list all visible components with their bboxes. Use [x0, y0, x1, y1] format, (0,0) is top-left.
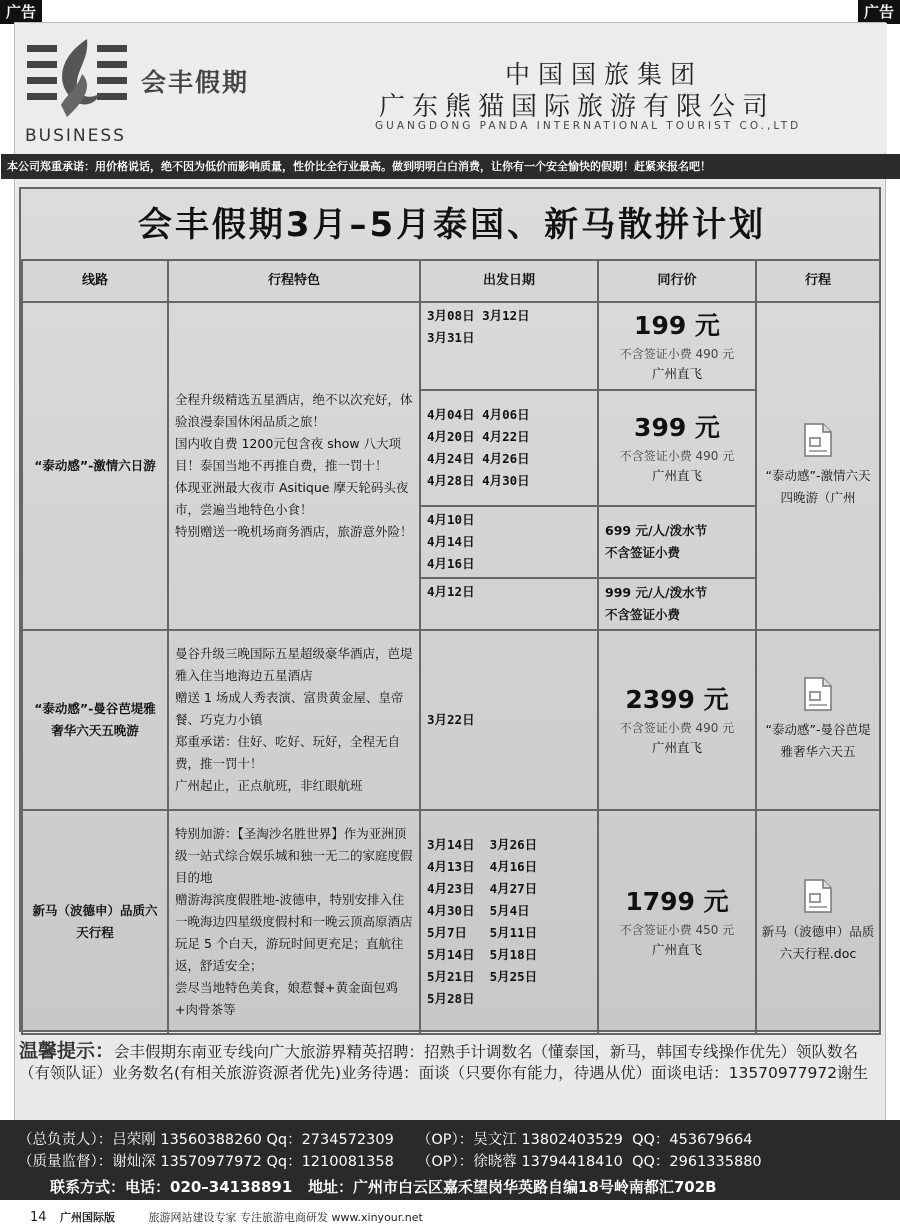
route-cell: “泰动感”-激情六日游: [22, 302, 168, 630]
ad-sheet: [7, 22, 886, 1122]
price-small-cell: 699 元/人/泼水节 不含签证小费: [598, 506, 756, 578]
logo-business-text: BUSINESS: [25, 126, 126, 146]
price-value: 1799 元: [625, 887, 729, 916]
feature-cell: 曼谷升级三晚国际五星超级豪华酒店，芭堤雅入住当地海边五星酒店 赠送 1 场成人秀表演、富贵黄金屋、皇帝餐、巧克力小镇 郑重承诺：住好、吃好、玩好，全程无自费，推一罚十！ 广州起止，正点航班，非红眼航班: [168, 630, 420, 810]
dates-cell: 4月10日 4月14日 4月16日: [420, 506, 598, 578]
price-flight: 广州直飞: [651, 468, 702, 483]
itinerary-file-name[interactable]: “泰动感”-激情六天四晚游（广州: [765, 468, 871, 505]
document-icon[interactable]: [803, 879, 833, 913]
dates-cell: 3月08日 3月12日 3月31日: [420, 302, 598, 390]
plan-box: [19, 187, 881, 1032]
contact-row-manager: （总负责人）：吕荣刚 13560388260 Qq：2734572309 （OP）：吴文江 13802403529 QQ：453679664: [18, 1132, 753, 1148]
contact-bar: [0, 1120, 900, 1200]
itinerary-cell[interactable]: [756, 302, 880, 630]
header-route: 线路: [22, 260, 168, 302]
itinerary-cell[interactable]: [756, 810, 880, 1034]
price-flight: 广州直飞: [651, 366, 702, 381]
table-row: [22, 302, 880, 390]
dates-cell: 3月14日 3月26日 4月13日 4月16日 4月23日 4月27日 4月30日 5月4日 5月7日 5月11日 5月14日 5月18日 5月21日 5月25日 5月28日: [420, 810, 598, 1034]
document-icon[interactable]: [803, 423, 833, 457]
company-english-name: GUANGDONG PANDA INTERNATIONAL TOURIST CO.,LTD: [375, 120, 802, 132]
contact-row-address: 联系方式：电话：020–34138891 地址：广州市白云区嘉禾望岗华英路自编18号岭南都汇702B: [50, 1178, 717, 1196]
group-name: 中国国旅集团: [505, 60, 704, 89]
recruitment-tips: [15, 1041, 887, 1084]
header-feature: 行程特色: [168, 260, 420, 302]
plan-title: 会丰假期3月–5月泰国、新马散拼计划: [137, 205, 767, 245]
table-header-row: [22, 260, 880, 302]
header-dates: 出发日期: [420, 260, 598, 302]
header: [15, 23, 887, 153]
tips-body: 会丰假期东南亚专线向广大旅游界精英招聘：招熟手计调数名（懂泰国，新马，韩国专线操作优先）领队数名（有领队证）业务数名(有相关旅游资源者优先)业务待遇：面谈（只要你有能力，待遇从优）面谈电话：13570977972谢生: [19, 1043, 869, 1082]
price-note: 不含签证小费 490 元: [619, 347, 735, 361]
ad-tag-left: 广告: [0, 0, 42, 24]
price-small-cell: 999 元/人/泼水节 不含签证小费: [598, 578, 756, 630]
dates-cell: 3月22日: [420, 630, 598, 810]
price-value: 399 元: [634, 413, 720, 442]
itinerary-file-name[interactable]: 新马（波德申）品质六天行程.doc: [761, 924, 875, 961]
header-price: 同行价: [598, 260, 756, 302]
itinerary-file-name[interactable]: “泰动感”-曼谷芭堤雅奢华六天五: [765, 722, 871, 759]
dates-cell: 4月04日 4月06日 4月20日 4月22日 4月24日 4月26日 4月28日 4月30日: [420, 390, 598, 506]
price-cell: [598, 810, 756, 1034]
table-row: [22, 810, 880, 1034]
dates-cell: 4月12日: [420, 578, 598, 630]
contact-row-quality: （质量监督）：谢灿深 13570977972 Qq：1210081358 （OP）：徐晓蓉 13794418410 QQ：2961335880: [18, 1154, 762, 1170]
logo-brand-name: 会丰假期: [141, 68, 250, 97]
feature-cell: 全程升级精选五星酒店，绝不以次充好，体验浪漫泰国休闲品质之旅！ 国内收自费 1200元包含夜 show 八大项目！泰国当地不再推自费，推一罚十！ 体现亚洲最大夜市 Asitique 摩天轮码头夜市，尝遍当地特色小食！ 特别赠送一晚机场商务酒店，旅游意外险！: [168, 302, 420, 630]
table-row: [22, 630, 880, 810]
page-footer: [0, 1205, 900, 1230]
price-value: 2399 元: [625, 685, 729, 714]
route-cell: 新马（波德申）品质六天行程: [22, 810, 168, 1034]
price-value: 199 元: [634, 311, 720, 340]
price-note: 不含签证小费 490 元: [619, 721, 735, 735]
magazine-name: 广州国际版: [60, 1211, 116, 1224]
page-number: 14: [30, 1210, 47, 1225]
price-cell: [598, 302, 756, 390]
header-itinerary: 行程: [756, 260, 880, 302]
promise-banner: 本公司郑重承诺：用价格说话，绝不因为低价而影响质量，性价比全行业最高。做到明明白白消费，让你有一个安全愉快的假期！赶紧来报名吧！: [1, 154, 900, 179]
price-cell: [598, 630, 756, 810]
company-name: 广东熊猫国际旅游有限公司: [379, 92, 776, 122]
feature-cell: 特别加游：【圣淘沙名胜世界】作为亚洲顶级一站式综合娱乐城和独一无二的家庭度假目的地 赠游海滨度假胜地-波德申，特别安排入住一晚海边四星级度假村和一晚云顶高原酒店 玩足 5 个白天，游玩时间更充足；直航往返，舒适安全； 尝尽当地特色美食，娘惹餐+黄金面包鸡+肉骨茶等: [168, 810, 420, 1034]
price-cell: [598, 390, 756, 506]
business-logo-icon: [27, 39, 127, 117]
tips-title: 温馨提示：: [19, 1040, 115, 1062]
price-note: 不含签证小费 450 元: [619, 923, 735, 937]
ad-tag-right: 广告: [858, 0, 900, 24]
price-note: 不含签证小费 490 元: [619, 449, 735, 463]
route-cell: “泰动感”-曼谷芭堤雅奢华六天五晚游: [22, 630, 168, 810]
price-flight: 广州直飞: [651, 740, 702, 755]
footer-slogan: 旅游网站建设专家 专注旅游电商研发 www.xinyour.net: [148, 1211, 423, 1224]
price-flight: 广州直飞: [651, 942, 702, 957]
plan-table: [21, 259, 881, 1035]
itinerary-cell[interactable]: [756, 630, 880, 810]
document-icon[interactable]: [803, 677, 833, 711]
